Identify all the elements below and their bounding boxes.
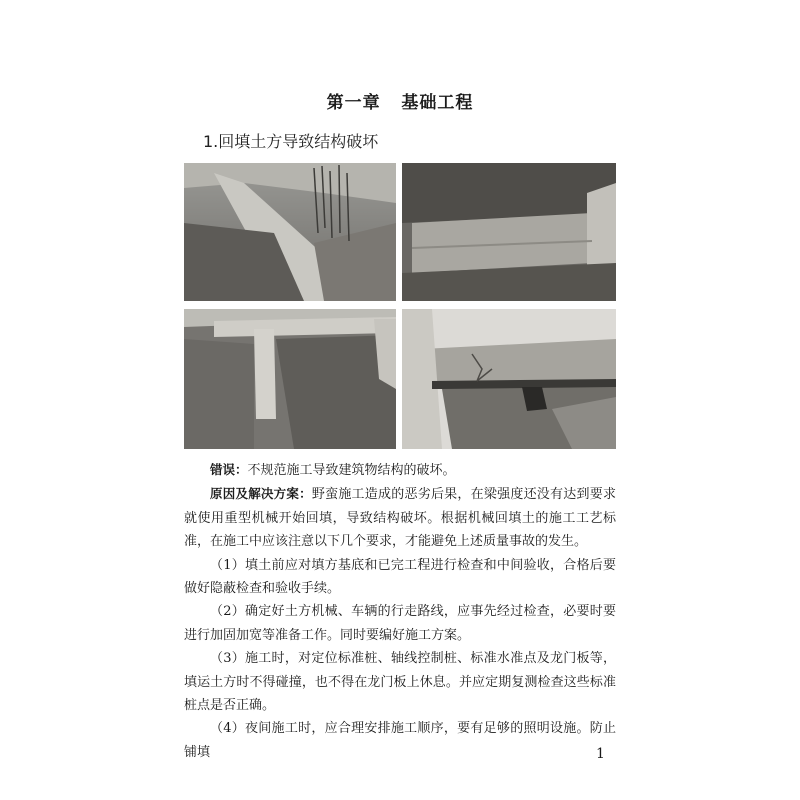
photo-cracked-beam-column	[402, 309, 616, 449]
paragraph-text: （2）确定好土方机械、车辆的行走路线，应事先经过检查，必要时要进行加固加宽等准备工作。同时要编好施工方案。	[184, 604, 616, 643]
paragraph	[184, 458, 616, 482]
paragraph-text: （4）夜间施工时，应合理安排施工顺序，要有足够的照明设施。防止铺填	[184, 721, 616, 760]
photo-damaged-beam-soil	[402, 163, 616, 301]
paragraph-text: 不规范施工导致建筑物结构的破坏。	[247, 463, 456, 478]
lead-label: 错误：	[210, 462, 248, 477]
paragraph-text: （1）填土前应对填方基底和已完工程进行检查和中间验收，合格后要做好隐蔽检查和验收手续。	[184, 557, 616, 597]
page-number: 1	[596, 746, 605, 762]
chapter-title: 第一章 基础工程	[326, 93, 474, 113]
paragraph	[184, 482, 616, 553]
body-text	[184, 458, 616, 764]
paragraph	[184, 717, 616, 764]
photo-broken-wall-backfill	[184, 309, 396, 449]
paragraph	[184, 647, 616, 717]
paragraph-text: 野蛮施工造成的恶劣后果，在梁强度还没有达到要求就使用重型机械开始回填，导致结构破坏。根据机械回填土的施工工艺标准，在施工中应该注意以下几个要求，才能避免上述质量事故的发生。	[184, 487, 616, 550]
lead-label: 原因及解决方案：	[210, 486, 312, 502]
section-heading: 1.回填土方导致结构破坏	[203, 132, 379, 151]
paragraph	[184, 600, 616, 647]
paragraph	[184, 554, 616, 601]
paragraph-text: （3）施工时，对定位标准桩、轴线控制桩、标准水准点及龙门板等，填运土方时不得碰撞，也不得在龙门板上休息。并应定期复测检查这些标准桩点是否正确。	[184, 651, 616, 714]
photo-backfill-trench	[184, 163, 396, 301]
